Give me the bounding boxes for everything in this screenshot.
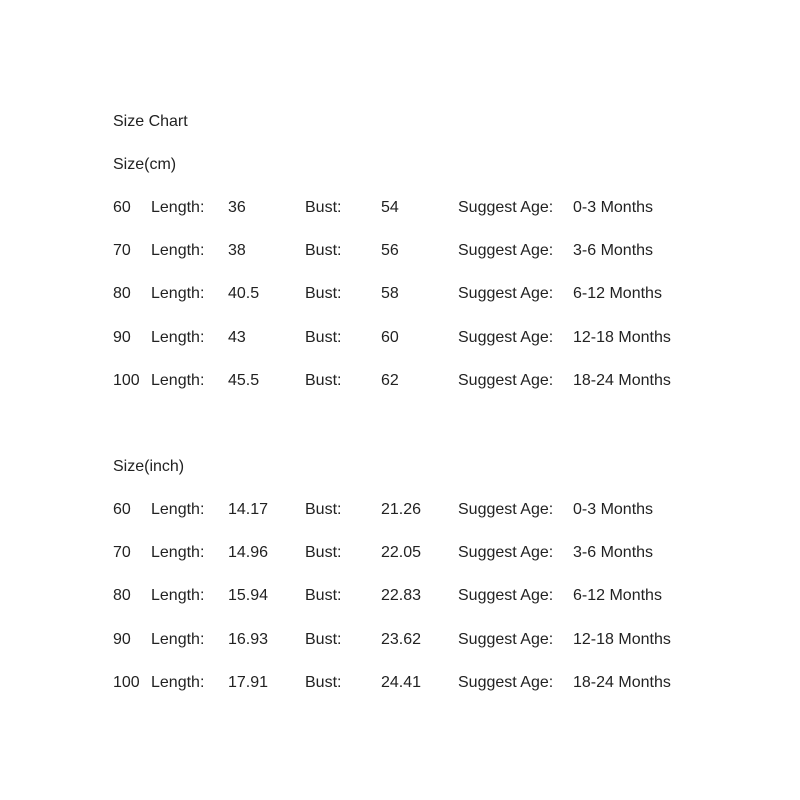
- bust-label: Bust:: [305, 673, 342, 691]
- suggest-age-label: Suggest Age:: [458, 587, 554, 605]
- length-value: 36: [228, 199, 246, 216]
- bust-label: Bust:: [305, 285, 342, 303]
- length-label: Length:: [151, 501, 205, 518]
- suggest-age-value: 18-24 Months: [573, 371, 671, 389]
- suggest-age-label: Suggest Age:: [458, 285, 554, 303]
- suggest-age-value: 18-24 Months: [573, 673, 671, 691]
- bust-value: 24.41: [381, 673, 422, 691]
- length-label: Length:: [151, 587, 205, 605]
- suggest-age-value: 0-3 Months: [573, 199, 654, 216]
- length-label: Length:: [151, 242, 205, 260]
- length-value: 17.91: [228, 673, 269, 691]
- table-row: [0, 630, 800, 673]
- size-value: 70: [113, 544, 131, 562]
- length-label: Length:: [151, 371, 205, 389]
- section-heading-inch: Size(inch): [113, 458, 185, 475]
- suggest-age-value: 0-3 Months: [573, 501, 654, 518]
- table-row: [0, 543, 800, 586]
- bust-label: Bust:: [305, 544, 342, 562]
- size-value: 70: [113, 242, 131, 260]
- suggest-age-value: 6-12 Months: [573, 285, 662, 303]
- size-table-inch: [0, 500, 800, 716]
- table-row: [0, 673, 800, 716]
- suggest-age-label: Suggest Age:: [458, 630, 554, 648]
- size-value: 60: [113, 199, 131, 216]
- suggest-age-label: Suggest Age:: [458, 544, 554, 562]
- size-value: 80: [113, 587, 131, 605]
- size-value: 90: [113, 328, 131, 346]
- suggest-age-value: 3-6 Months: [573, 242, 654, 260]
- size-value: 100: [113, 371, 140, 389]
- size-value: 90: [113, 630, 131, 648]
- bust-value: 23.62: [381, 630, 422, 648]
- page-title: Size Chart: [113, 113, 188, 130]
- size-value: 100: [113, 673, 140, 691]
- suggest-age-value: 12-18 Months: [573, 328, 671, 346]
- bust-label: Bust:: [305, 630, 342, 648]
- length-value: 14.96: [228, 544, 269, 562]
- suggest-age-label: Suggest Age:: [458, 199, 554, 216]
- suggest-age-label: Suggest Age:: [458, 501, 554, 518]
- suggest-age-label: Suggest Age:: [458, 242, 554, 260]
- bust-value: 22.05: [381, 544, 422, 562]
- length-value: 40.5: [228, 285, 260, 303]
- bust-label: Bust:: [305, 199, 342, 216]
- bust-value: 22.83: [381, 587, 422, 605]
- length-label: Length:: [151, 544, 205, 562]
- bust-value: 62: [381, 371, 399, 389]
- length-label: Length:: [151, 285, 205, 303]
- size-value: 80: [113, 285, 131, 303]
- bust-label: Bust:: [305, 328, 342, 346]
- length-value: 45.5: [228, 371, 260, 389]
- suggest-age-value: 6-12 Months: [573, 587, 662, 605]
- bust-value: 58: [381, 285, 399, 303]
- length-label: Length:: [151, 630, 205, 648]
- bust-label: Bust:: [305, 371, 342, 389]
- suggest-age-value: 12-18 Months: [573, 630, 671, 648]
- bust-label: Bust:: [305, 242, 342, 260]
- size-table-cm: [0, 198, 800, 414]
- section-heading-cm: Size(cm): [113, 156, 177, 173]
- table-row: [0, 371, 800, 414]
- length-value: 16.93: [228, 630, 269, 648]
- length-label: Length:: [151, 199, 205, 216]
- length-value: 15.94: [228, 587, 269, 605]
- table-row: [0, 500, 800, 543]
- length-label: Length:: [151, 328, 205, 346]
- length-value: 38: [228, 242, 246, 260]
- length-value: 43: [228, 328, 246, 346]
- bust-value: 54: [381, 199, 399, 216]
- suggest-age-label: Suggest Age:: [458, 328, 554, 346]
- table-row: [0, 284, 800, 327]
- suggest-age-label: Suggest Age:: [458, 673, 554, 691]
- table-row: [0, 241, 800, 284]
- length-label: Length:: [151, 673, 205, 691]
- bust-value: 21.26: [381, 501, 422, 518]
- table-row: [0, 586, 800, 629]
- bust-label: Bust:: [305, 587, 342, 605]
- suggest-age-label: Suggest Age:: [458, 371, 554, 389]
- bust-value: 60: [381, 328, 399, 346]
- table-row: [0, 198, 800, 241]
- bust-label: Bust:: [305, 501, 342, 518]
- table-row: [0, 328, 800, 371]
- length-value: 14.17: [228, 501, 269, 518]
- bust-value: 56: [381, 242, 399, 260]
- size-value: 60: [113, 501, 131, 518]
- suggest-age-value: 3-6 Months: [573, 544, 654, 562]
